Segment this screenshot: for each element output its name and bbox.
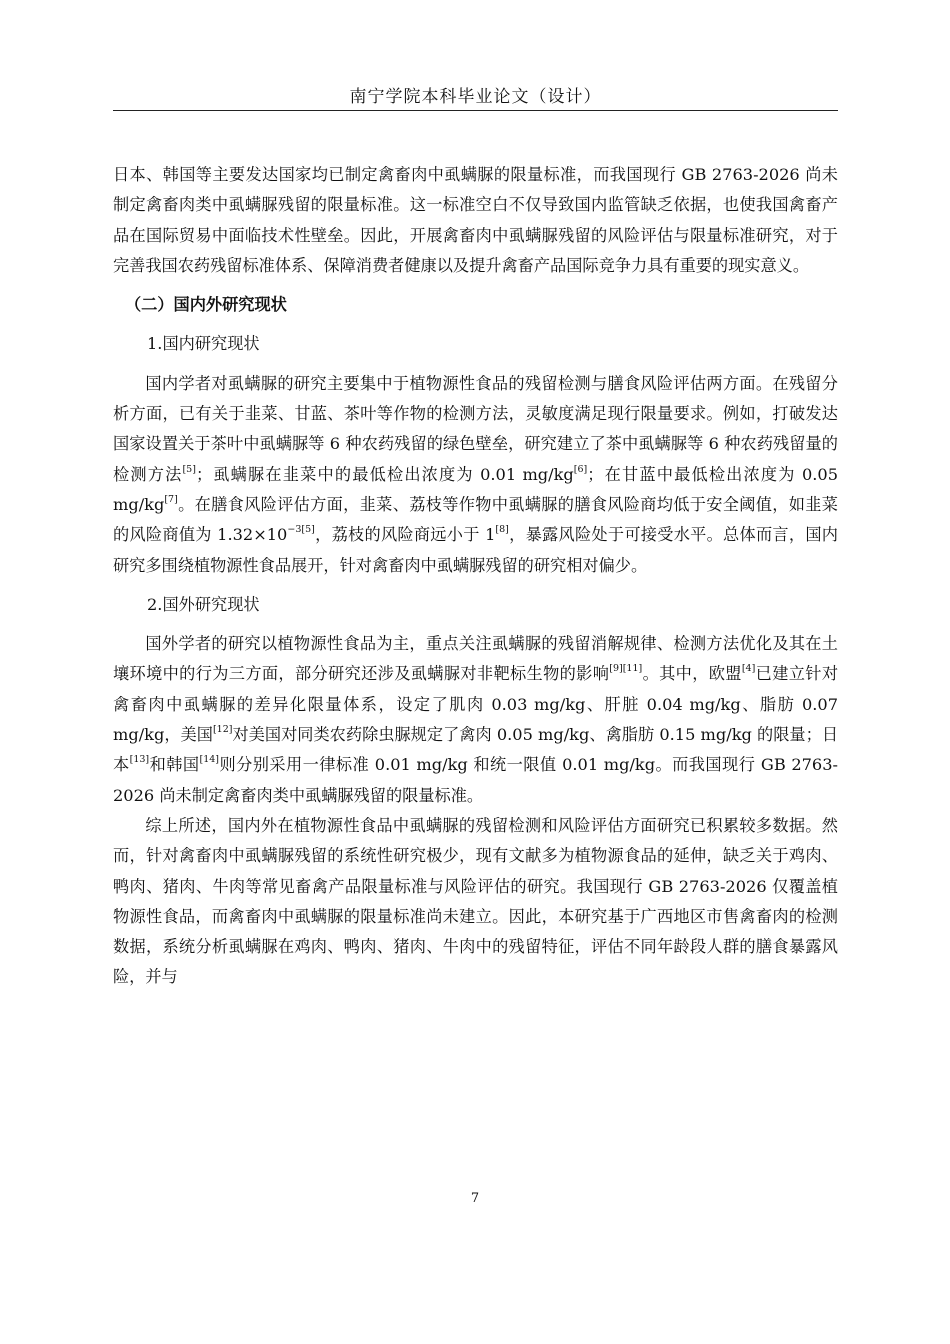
citation: [5] (301, 524, 315, 536)
text-run: 国外学者的研究以植物源性食品为主，重点关注虱螨脲的残留消解规律、检测方法优化及其在土壤环境中的行为三方面，部分研究还涉及虱螨脲对非靶标生物的影响 (113, 634, 838, 684)
text-run: 和韩国 (149, 755, 200, 775)
subsection-heading-domestic: 1.国内研究现状 (147, 334, 260, 354)
citation: [6] (573, 463, 588, 475)
document-body (113, 160, 838, 993)
text-run: ，暴露风险处于可接受水平。总体而言，国内研究多围绕植物源性食品展开，针对禽畜肉中虱螨脲残留的研究相对偏少。 (113, 525, 838, 575)
text-run: 已建立针对禽畜肉中虱螨脲的差异化限量体系，设定了肌肉 0.03 mg/kg、肝脏 0.04 mg/kg、脂肪 0.07 mg/kg，美国 (113, 664, 839, 745)
subsection-heading-foreign: 2.国外研究现状 (147, 594, 260, 614)
citation: [13] (129, 754, 150, 766)
paragraph-foreign-research (113, 629, 838, 811)
citation: [7] (164, 493, 178, 505)
text-run: ，荔枝的风险商远小于 1 (314, 525, 496, 545)
running-header: 南宁学院本科毕业论文（设计） (349, 87, 602, 107)
citation: [4] (741, 663, 756, 675)
text-run: ；在甘蓝中最低检出浓度为 0.05 mg/kg (113, 464, 839, 514)
text-run: 对美国对同类农药除虫脲规定了禽肉 0.05 mg/kg、禽脂肪 0.15 mg/kg 的限量；日本 (113, 725, 839, 775)
page-number: 7 (470, 1191, 480, 1206)
paragraph-continued: 日本、韩国等主要发达国家均已制定禽畜肉中虱螨脲的限量标准，而我国现行 GB 2763-2026 尚未制定禽畜肉类中虱螨脲残留的限量标准。这一标准空白不仅导致国内监管缺乏依据，也使我国禽畜产品在国际贸易中面临技术性壁垒。因此，开展禽畜肉中虱螨脲残留的风险评估与限量标准研究，对于完善我国农药残留标准体系、保障消费者健康以及提升禽畜产品国际竞争力具有重要的现实意义。 (113, 165, 838, 275)
paragraph-domestic-research (113, 369, 838, 581)
text-run: ；虱螨脲在韭菜中的最低检出浓度为 0.01 mg/kg (195, 464, 574, 484)
citation: [8] (495, 524, 509, 536)
text-run: 。在膳食风险评估方面，韭菜、荔枝等作物中虱螨脲的膳食风险商均低于安全阈值，如韭菜的风险商值为 1.32×10 (113, 494, 838, 545)
header-rule (113, 110, 838, 111)
citation: [12] (212, 723, 233, 735)
text-run: 。其中，欧盟 (642, 664, 742, 684)
citation: [9][11] (609, 663, 643, 675)
citation: [14] (199, 754, 220, 766)
paragraph-summary: 综上所述，国内外在植物源性食品中虱螨脲的残留检测和风险评估方面研究已积累较多数据。然而，针对禽畜肉中虱螨脲残留的系统性研究极少，现有文献多为植物源食品的延伸，缺乏关于鸡肉、鸭肉、猪肉、牛肉等常见畜禽产品限量标准与风险评估的研究。我国现行 GB 2763-2026 仅覆盖植物源性食品，而禽畜肉中虱螨脲的限量标准尚未建立。因此，本研究基于广西地区市售禽畜肉的检测数据，系统分析虱螨脲在鸡肉、鸭肉、猪肉、牛肉中的残留特征，评估不同年龄段人群的膳食暴露风险，并与 (113, 815, 838, 987)
citation: [5] (182, 463, 196, 475)
text-run: 则分别采用一律标准 0.01 mg/kg 和统一限值 0.01 mg/kg。而我国现行 GB 2763-2026 尚未制定禽畜肉类中虱螨脲残留的限量标准。 (113, 755, 839, 805)
section-heading-research-status: （二）国内外研究现状 (125, 295, 287, 315)
text-run: 国内学者对虱螨脲的研究主要集中于植物源性食品的残留检测与膳食风险评估两方面。在残留分析方面，已有关于韭菜、甘蓝、茶叶等作物的检测方法，灵敏度满足现行限量要求。例如，打破发达国家设置关于茶叶中虱螨脲等 6 种农药残留的绿色壁垒，研究建立了茶中虱螨脲等 6 种农药残留量的检测方法 (113, 373, 838, 484)
exponent: −3 (287, 524, 302, 536)
